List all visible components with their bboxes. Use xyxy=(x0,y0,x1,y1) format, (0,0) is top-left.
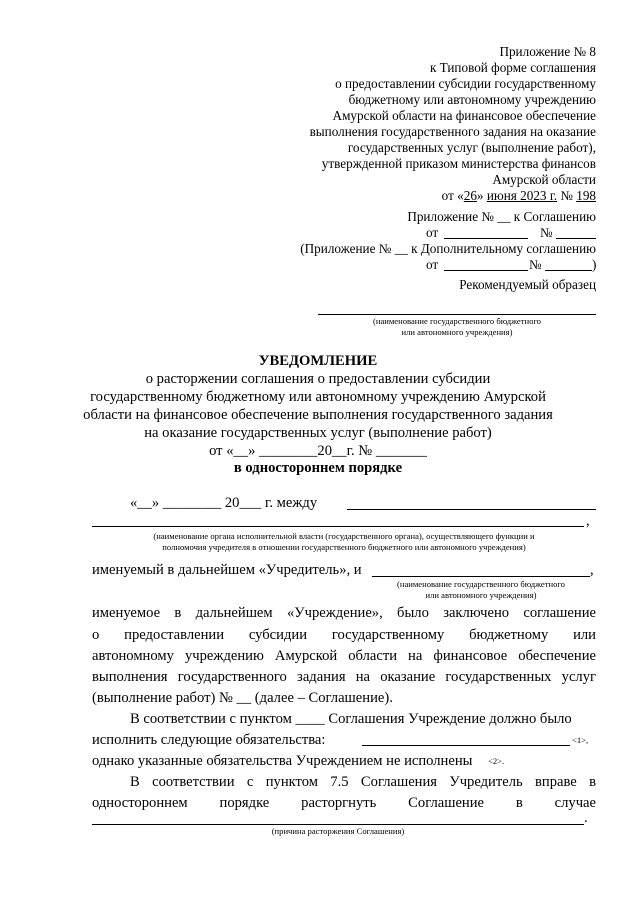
header-line: выполнения государственного задания на оказание xyxy=(309,124,596,139)
comma: , xyxy=(590,562,594,578)
paragraph-line: выполнения государственного задания на оказание государственных услуг xyxy=(92,669,596,685)
supplementary-from-label: от xyxy=(426,257,439,272)
approval-number: 198 xyxy=(576,188,596,203)
founder-name-blank-1[interactable] xyxy=(347,509,596,510)
reason-caption: (причина расторжения Соглашения) xyxy=(271,826,405,836)
header-line: утвержденной приказом министерства финансов xyxy=(321,156,596,171)
period: . xyxy=(584,810,588,826)
approval-order-line: от «26» июня 2023 г. № 198 xyxy=(441,188,596,203)
attachment-number-label: № xyxy=(540,225,553,240)
approval-day: 26 xyxy=(463,188,477,203)
supplementary-number-label: № xyxy=(529,257,542,272)
header-line: бюджетному или автономному учреждению xyxy=(348,92,596,107)
paragraph-line: именуемое в дальнейшем «Учреждение», было заключено соглашение xyxy=(92,605,596,621)
notice-subject-line: государственному бюджетному или автономному учреждению Амурской xyxy=(90,389,546,405)
footnote-ref-1: <1>, xyxy=(572,735,589,745)
attachment-number-blank[interactable] xyxy=(556,238,596,239)
founder-caption: (наименование органа исполнительной власти (государственного органа), осуществляющего функции и полномочия учредителя в отношении государственного бюджетного или автономного учреждения) xyxy=(153,531,535,552)
paragraph-line: о предоставлении субсидии государственному бюджетному или xyxy=(92,627,596,643)
attachment-line-3: (Приложение № __ к Дополнительному соглашению xyxy=(300,241,596,256)
termination-reason-blank[interactable] xyxy=(92,824,584,825)
recipient-name-blank[interactable] xyxy=(318,314,596,315)
header-line: о предоставлении субсидии государственному xyxy=(335,76,596,91)
notice-date-number-line: от «__» ________20__г. № _______ xyxy=(209,443,427,459)
unilateral-label: в одностороннем порядке xyxy=(233,460,403,476)
paragraph-line: В соответствии с пунктом 7.5 Соглашения Учредитель вправе в xyxy=(130,774,596,790)
notice-subject-line: о расторжении соглашения о предоставлении субсидии xyxy=(145,371,491,387)
notice-subject-line: на оказание государственных услуг (выполнение работ) xyxy=(144,425,492,441)
header-line: Амурской области xyxy=(492,172,596,187)
attachment-line-1: Приложение № __ к Соглашению xyxy=(407,209,596,224)
notice-title: УВЕДОМЛЕНИЕ xyxy=(258,353,378,369)
supplementary-date-blank[interactable] xyxy=(444,270,528,271)
recommended-sample-label: Рекомендуемый образец xyxy=(459,277,596,292)
institution-name-blank[interactable] xyxy=(372,576,590,577)
footnote-ref-2: <2>. xyxy=(488,756,505,766)
header-line: государственных услуг (выполнение работ), xyxy=(347,140,596,155)
attachment-date-blank[interactable] xyxy=(444,238,528,239)
header-line: к Типовой форме соглашения xyxy=(429,60,596,75)
paragraph-line: однако указанные обязательства Учреждением не исполнены xyxy=(92,753,473,769)
founder-name-blank-2[interactable] xyxy=(92,526,584,527)
header-line: Амурской области на финансовое обеспечение xyxy=(332,108,596,123)
supplementary-number-blank[interactable] xyxy=(545,270,592,271)
paragraph-line: автономному учреждению Амурской области на финансовое обеспечение xyxy=(92,648,596,664)
paragraph-line: одностороннем порядке расторгнуть Соглашение в случае xyxy=(92,795,596,811)
approval-month-year: июня 2023 г. xyxy=(486,188,558,203)
paragraph-line: исполнить следующие обязательства: xyxy=(92,732,326,748)
notice-subject-line: области на финансовое обеспечение выполнения государственного задания xyxy=(83,407,553,423)
comma: , xyxy=(586,513,590,529)
agreement-date-line: «__» ________ 20___ г. между xyxy=(130,495,318,511)
institution-caption: (наименование государственного бюджетного или автономного учреждения) xyxy=(397,579,565,600)
paragraph-line: (выполнение работ) № __ (далее – Соглашение). xyxy=(92,690,393,706)
founder-named-text: именуемый в дальнейшем «Учредитель», и xyxy=(92,562,362,578)
attachment-from-label: от xyxy=(426,225,439,240)
paragraph-line: В соответствии с пунктом ____ Соглашения Учреждение должно было xyxy=(130,711,572,727)
obligations-blank[interactable] xyxy=(362,745,570,746)
appendix-header xyxy=(176,44,596,204)
header-line: Приложение № 8 xyxy=(499,44,596,59)
recipient-caption: (наименование государственного бюджетного или автономного учреждения) xyxy=(373,316,541,337)
supplementary-close-paren: ) xyxy=(592,257,597,272)
